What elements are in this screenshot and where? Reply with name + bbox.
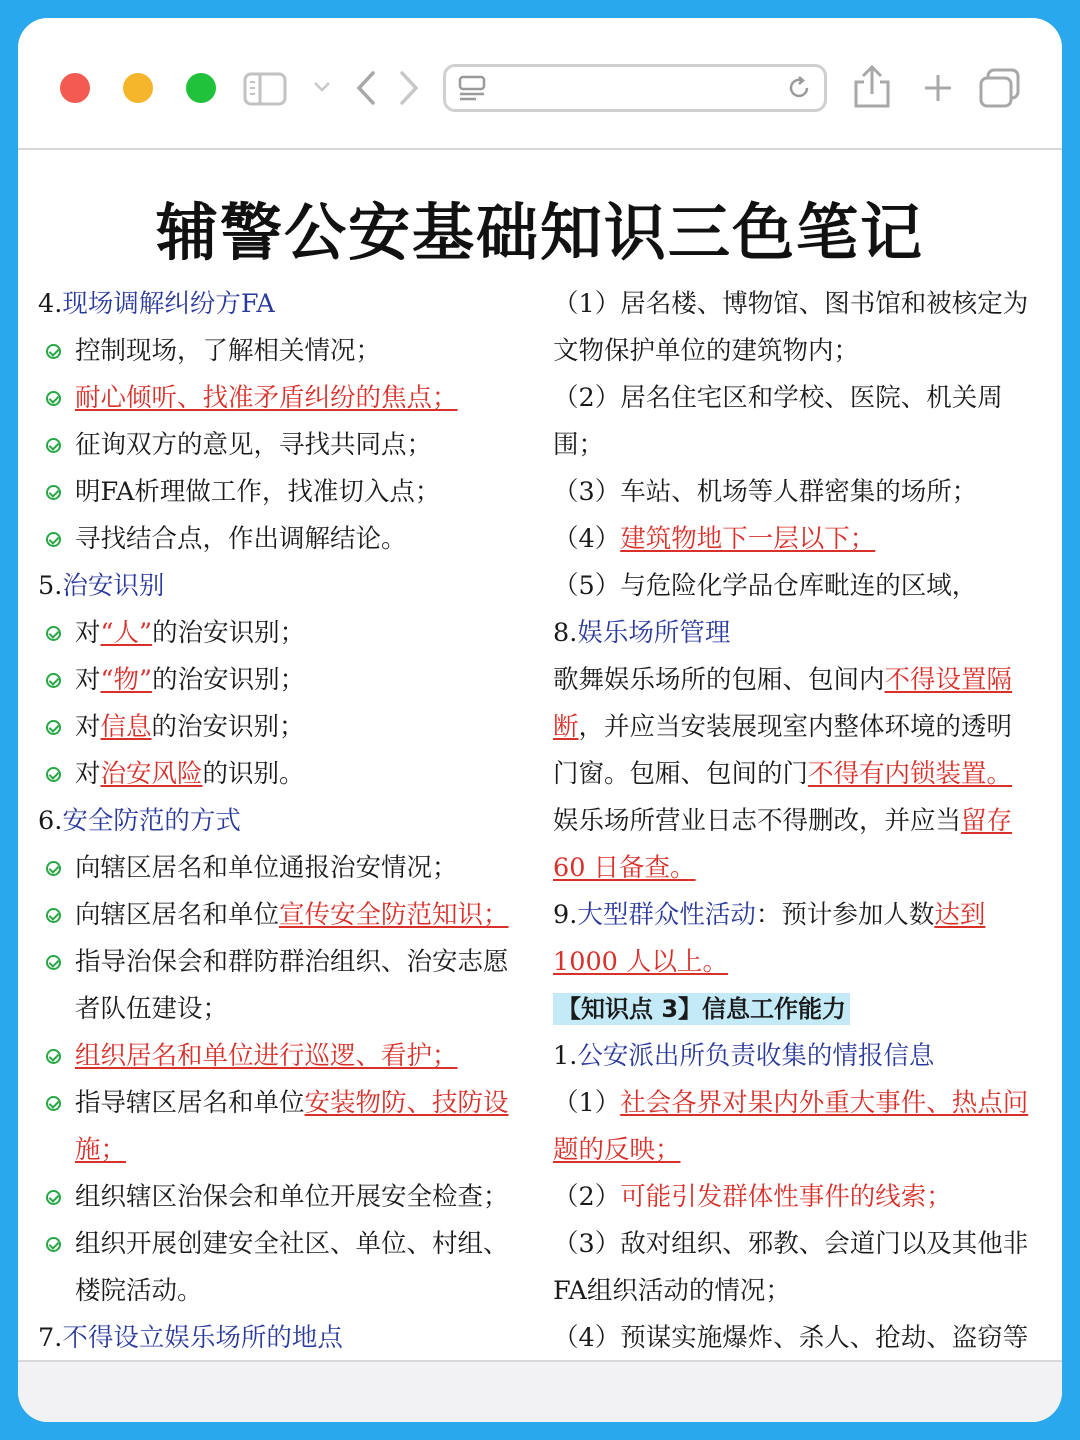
address-bar[interactable] bbox=[443, 64, 827, 112]
checkmark-icon bbox=[46, 908, 61, 923]
reload-icon[interactable] bbox=[788, 75, 812, 101]
section-number: 8. bbox=[553, 618, 578, 648]
zoom-button[interactable] bbox=[186, 73, 216, 103]
checkmark-icon bbox=[46, 861, 61, 876]
key-point-text: 可能引发群体性事件的线索； bbox=[620, 1182, 952, 1212]
text-line bbox=[553, 1174, 1053, 1221]
body-text: ：预计参加人数 bbox=[755, 900, 935, 930]
key-point-text: 安装物防、技防设 bbox=[304, 1088, 509, 1118]
back-icon[interactable] bbox=[353, 70, 379, 106]
bullet-line bbox=[38, 704, 548, 751]
body-text: 明FA析理做工作，找准切入点； bbox=[75, 477, 441, 507]
bullet-line bbox=[38, 610, 548, 657]
checkmark-icon bbox=[46, 485, 61, 500]
section-heading bbox=[38, 1315, 548, 1362]
section-number: 5. bbox=[38, 571, 63, 601]
section-heading bbox=[553, 1033, 1053, 1080]
key-point-text: 60 日备查。 bbox=[553, 853, 696, 883]
body-text: 寻找结合点，作出调解结论。 bbox=[75, 524, 407, 554]
section-number: 1. bbox=[553, 1041, 578, 1071]
body-text: 对 bbox=[75, 618, 101, 648]
checkmark-icon bbox=[46, 391, 61, 406]
body-text: 的治安识别； bbox=[152, 618, 306, 648]
text-line bbox=[553, 845, 1053, 892]
key-point-text: 1000 人以上。 bbox=[553, 947, 729, 977]
key-point-text: 断 bbox=[553, 712, 579, 742]
forward-icon[interactable] bbox=[396, 70, 422, 106]
body-text: 对 bbox=[75, 759, 101, 789]
checkmark-icon bbox=[46, 344, 61, 359]
text-line bbox=[553, 1221, 1053, 1268]
body-text: 者队伍建设； bbox=[75, 994, 229, 1024]
text-line bbox=[553, 798, 1053, 845]
text-line bbox=[553, 704, 1053, 751]
body-text: 向辖区居名和单位 bbox=[75, 900, 280, 930]
bullet-line bbox=[38, 469, 548, 516]
text-line bbox=[553, 375, 1053, 422]
text-line bbox=[553, 563, 1053, 610]
section-title: 公安派出所负责收集的情报信息 bbox=[577, 1041, 935, 1071]
bullet-line bbox=[38, 516, 548, 563]
text-line bbox=[553, 422, 1053, 469]
text-line bbox=[553, 469, 1053, 516]
text-line bbox=[553, 1080, 1053, 1127]
body-text: （3）车站、机场等人群密集的场所； bbox=[553, 477, 978, 507]
checkmark-icon bbox=[46, 720, 61, 735]
body-text: 楼院活动。 bbox=[75, 1276, 203, 1306]
share-icon[interactable] bbox=[850, 64, 894, 110]
body-text: 对 bbox=[75, 712, 101, 742]
section-number: 4. bbox=[38, 289, 63, 319]
text-line bbox=[553, 1127, 1053, 1174]
section-title: 治安识别 bbox=[62, 571, 165, 601]
key-point-text: 不得设置隔 bbox=[884, 665, 1013, 695]
body-text: 向辖区居名和单位通报治安情况； bbox=[75, 853, 458, 883]
body-text: ，并应当安装展现室内整体环境的透明 bbox=[578, 712, 1013, 742]
bullet-line bbox=[38, 1033, 548, 1080]
chevron-down-icon[interactable] bbox=[312, 80, 332, 94]
text-line bbox=[553, 516, 1053, 563]
key-point-text: “物” bbox=[100, 665, 153, 695]
body-text: 指导辖区居名和单位 bbox=[75, 1088, 305, 1118]
close-button[interactable] bbox=[60, 73, 90, 103]
section-heading bbox=[38, 563, 548, 610]
section-title: 安全防范的方式 bbox=[62, 806, 241, 836]
body-text: 9. bbox=[553, 900, 578, 930]
bullet-line bbox=[38, 1174, 548, 1221]
left-column bbox=[38, 281, 548, 1362]
bullet-line bbox=[38, 986, 548, 1033]
key-point-text: 耐心倾听、找准矛盾纠纷的焦点； bbox=[75, 383, 458, 413]
body-text: 的治安识别； bbox=[151, 712, 305, 742]
body-text: （1） bbox=[553, 1088, 621, 1118]
knowledge-point-label: 【知识点 3】信息工作能力 bbox=[553, 993, 850, 1025]
body-text: 文物保护单位的建筑物内； bbox=[553, 336, 860, 366]
body-text: （4）预谋实施爆炸、杀人、抢劫、盗窃等 bbox=[553, 1323, 1029, 1353]
text-line bbox=[553, 986, 1053, 1033]
checkmark-icon bbox=[46, 955, 61, 970]
body-text: （1）居名楼、博物馆、图书馆和被核定为 bbox=[553, 289, 1029, 319]
body-text: 指导治保会和群防群治组织、治安志愿 bbox=[75, 947, 509, 977]
bullet-line bbox=[38, 1221, 548, 1268]
checkmark-icon bbox=[46, 532, 61, 547]
section-heading bbox=[553, 610, 1053, 657]
text-line bbox=[553, 1268, 1053, 1315]
body-text: （2）居名住宅区和学校、医院、机关周 bbox=[553, 383, 1003, 413]
minimize-button[interactable] bbox=[123, 73, 153, 103]
section-number: 7. bbox=[38, 1323, 63, 1353]
body-text: 征询双方的意见，寻找共同点； bbox=[75, 430, 433, 460]
bullet-line bbox=[38, 939, 548, 986]
bullet-line bbox=[38, 657, 548, 704]
text-line bbox=[553, 1315, 1053, 1362]
text-line bbox=[553, 281, 1053, 328]
body-text: 组织开展创建安全社区、单位、村组、 bbox=[75, 1229, 509, 1259]
body-text: （4） bbox=[553, 524, 621, 554]
key-point-text: 组织居名和单位进行巡逻、看护； bbox=[75, 1041, 458, 1071]
bullet-line bbox=[38, 375, 548, 422]
section-number: 6. bbox=[38, 806, 63, 836]
browser-window bbox=[18, 18, 1062, 1422]
sidebar-icon[interactable] bbox=[243, 72, 287, 106]
bullet-line bbox=[38, 328, 548, 375]
body-text: FA组织活动的情况； bbox=[553, 1276, 791, 1306]
bullet-line bbox=[38, 751, 548, 798]
text-line bbox=[553, 328, 1053, 375]
toolbar bbox=[18, 18, 1062, 150]
page-title: 辅警公安基础知识三色笔记 bbox=[155, 196, 924, 269]
key-point-text: 留存 bbox=[961, 806, 1013, 836]
tabs-overview-icon[interactable] bbox=[978, 68, 1022, 110]
right-column bbox=[553, 281, 1053, 1362]
bullet-line bbox=[38, 1127, 548, 1174]
checkmark-icon bbox=[46, 1049, 61, 1064]
key-point-text: 不得有内锁装置。 bbox=[808, 759, 1013, 789]
key-point-text: 治安风险 bbox=[100, 759, 203, 789]
key-point-text: 达到 bbox=[934, 900, 986, 930]
checkmark-icon bbox=[46, 1190, 61, 1205]
body-text: 门窗。包厢、包间的门 bbox=[553, 759, 809, 789]
bullet-line bbox=[38, 422, 548, 469]
checkmark-icon bbox=[46, 1237, 61, 1252]
body-text: 组织辖区治保会和单位开展安全检查； bbox=[75, 1182, 509, 1212]
body-text: 的治安识别； bbox=[152, 665, 306, 695]
checkmark-icon bbox=[46, 1096, 61, 1111]
body-text: 娱乐场所营业日志不得删改，并应当 bbox=[553, 806, 962, 836]
body-text: 的识别。 bbox=[202, 759, 305, 789]
bullet-line bbox=[38, 845, 548, 892]
key-point-text: 宣传安全防范知识； bbox=[279, 900, 509, 930]
section-heading bbox=[38, 281, 548, 328]
key-point-text: 题的反映； bbox=[553, 1135, 681, 1165]
bottom-bar bbox=[18, 1360, 1062, 1422]
section-title: 娱乐场所管理 bbox=[577, 618, 731, 648]
body-text: 围； bbox=[553, 430, 605, 460]
body-text: 控制现场，了解相关情况； bbox=[75, 336, 382, 366]
text-line bbox=[553, 751, 1053, 798]
body-text: （2） bbox=[553, 1182, 621, 1212]
bullet-line bbox=[38, 892, 548, 939]
section-title: 现场调解纠纷方FA bbox=[62, 289, 275, 319]
checkmark-icon bbox=[46, 673, 61, 688]
text-line bbox=[553, 657, 1053, 704]
section-heading bbox=[38, 798, 548, 845]
text-line bbox=[553, 892, 1053, 939]
checkmark-icon bbox=[46, 438, 61, 453]
body-text: （3）敌对组织、邪教、会道门以及其他非 bbox=[553, 1229, 1029, 1259]
checkmark-icon bbox=[46, 626, 61, 641]
reader-icon[interactable] bbox=[458, 75, 488, 101]
new-tab-icon[interactable] bbox=[922, 72, 954, 104]
key-point-text: 社会各界对果内外重大事件、热点问 bbox=[620, 1088, 1029, 1118]
section-title: 大型群众性活动 bbox=[577, 900, 756, 930]
body-text: （5）与危险化学品仓库毗连的区域， bbox=[553, 571, 978, 601]
bullet-line bbox=[38, 1080, 548, 1127]
bullet-line bbox=[38, 1268, 548, 1315]
body-text: 歌舞娱乐场所的包厢、包间内 bbox=[553, 665, 885, 695]
key-point-text: “人” bbox=[100, 618, 153, 648]
key-point-text: 施； bbox=[75, 1135, 127, 1165]
key-point-text: 建筑物地下一层以下； bbox=[620, 524, 876, 554]
text-line bbox=[553, 939, 1053, 986]
key-point-text: 信息 bbox=[100, 712, 152, 742]
checkmark-icon bbox=[46, 767, 61, 782]
section-title: 不得设立娱乐场所的地点 bbox=[62, 1323, 343, 1353]
body-text: 对 bbox=[75, 665, 101, 695]
